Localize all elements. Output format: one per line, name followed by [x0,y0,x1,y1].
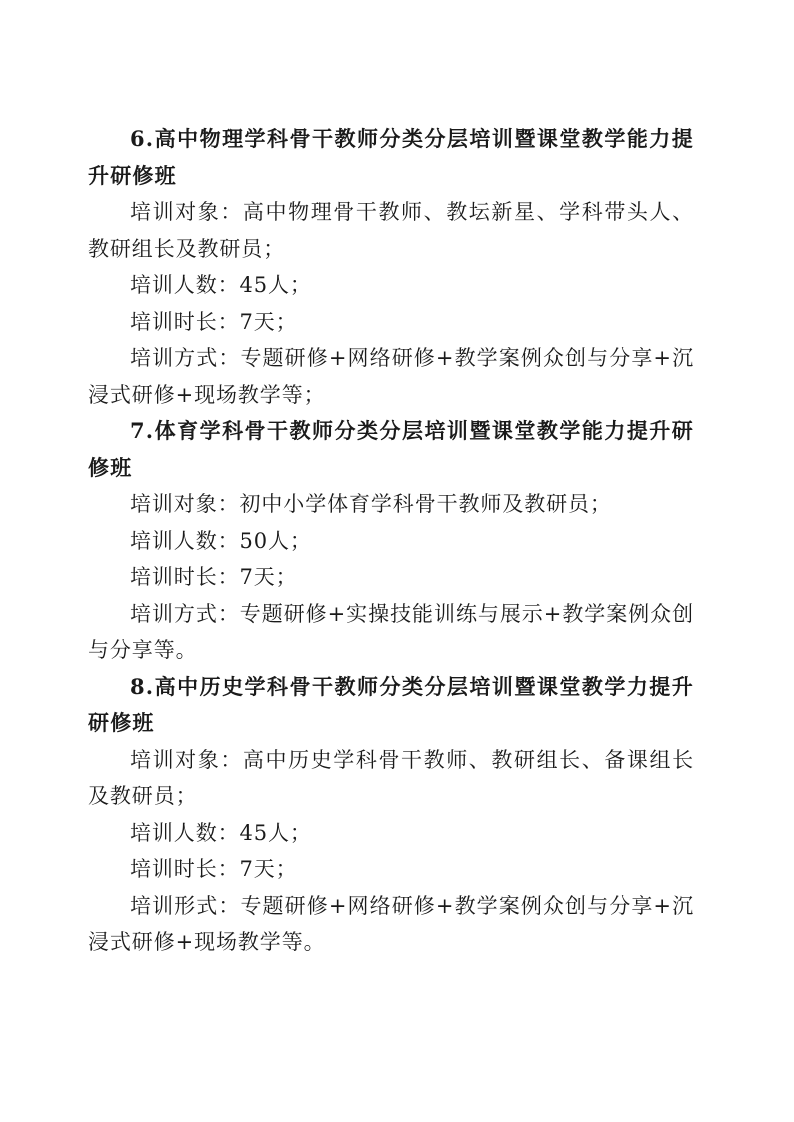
training-method: 培训方式：专题研修+网络研修+教学案例众创与分享+沉浸式研修+现场教学等； [88,346,694,407]
section-heading: 8.高中历史学科骨干教师分类分层培训暨课堂教学力提升研修班 [88,673,694,735]
training-duration: 培训时长：7天； [130,857,298,881]
section-heading: 6.高中物理学科骨干教师分类分层培训暨课堂教学能力提升研修班 [88,126,694,188]
training-count: 培训人数：45人； [130,273,312,297]
training-duration: 培训时长：7天； [130,309,298,334]
section-history [88,669,694,961]
section-physics [88,121,694,413]
document-body [88,121,694,961]
training-target: 培训对象：高中历史学科骨干教师、教研组长、备课组长及教研员； [88,747,694,808]
training-target: 培训对象：高中物理骨干教师、教坛新星、学科带头人、教研组长及教研员； [88,200,694,261]
training-count: 培训人数：50人； [130,528,312,553]
section-pe [88,413,694,669]
training-format: 培训形式：专题研修+网络研修+教学案例众创与分享+沉浸式研修+现场教学等。 [88,893,694,954]
training-method: 培训方式：专题研修+实操技能训练与展示+教学案例众创与分享等。 [88,601,694,662]
training-duration: 培训时长：7天； [130,565,298,589]
training-count: 培训人数：45人； [130,820,312,845]
training-target: 培训对象：初中小学体育学科骨干教师及教研员； [130,492,612,516]
section-heading: 7.体育学科骨干教师分类分层培训暨课堂教学能力提升研修班 [88,418,694,480]
